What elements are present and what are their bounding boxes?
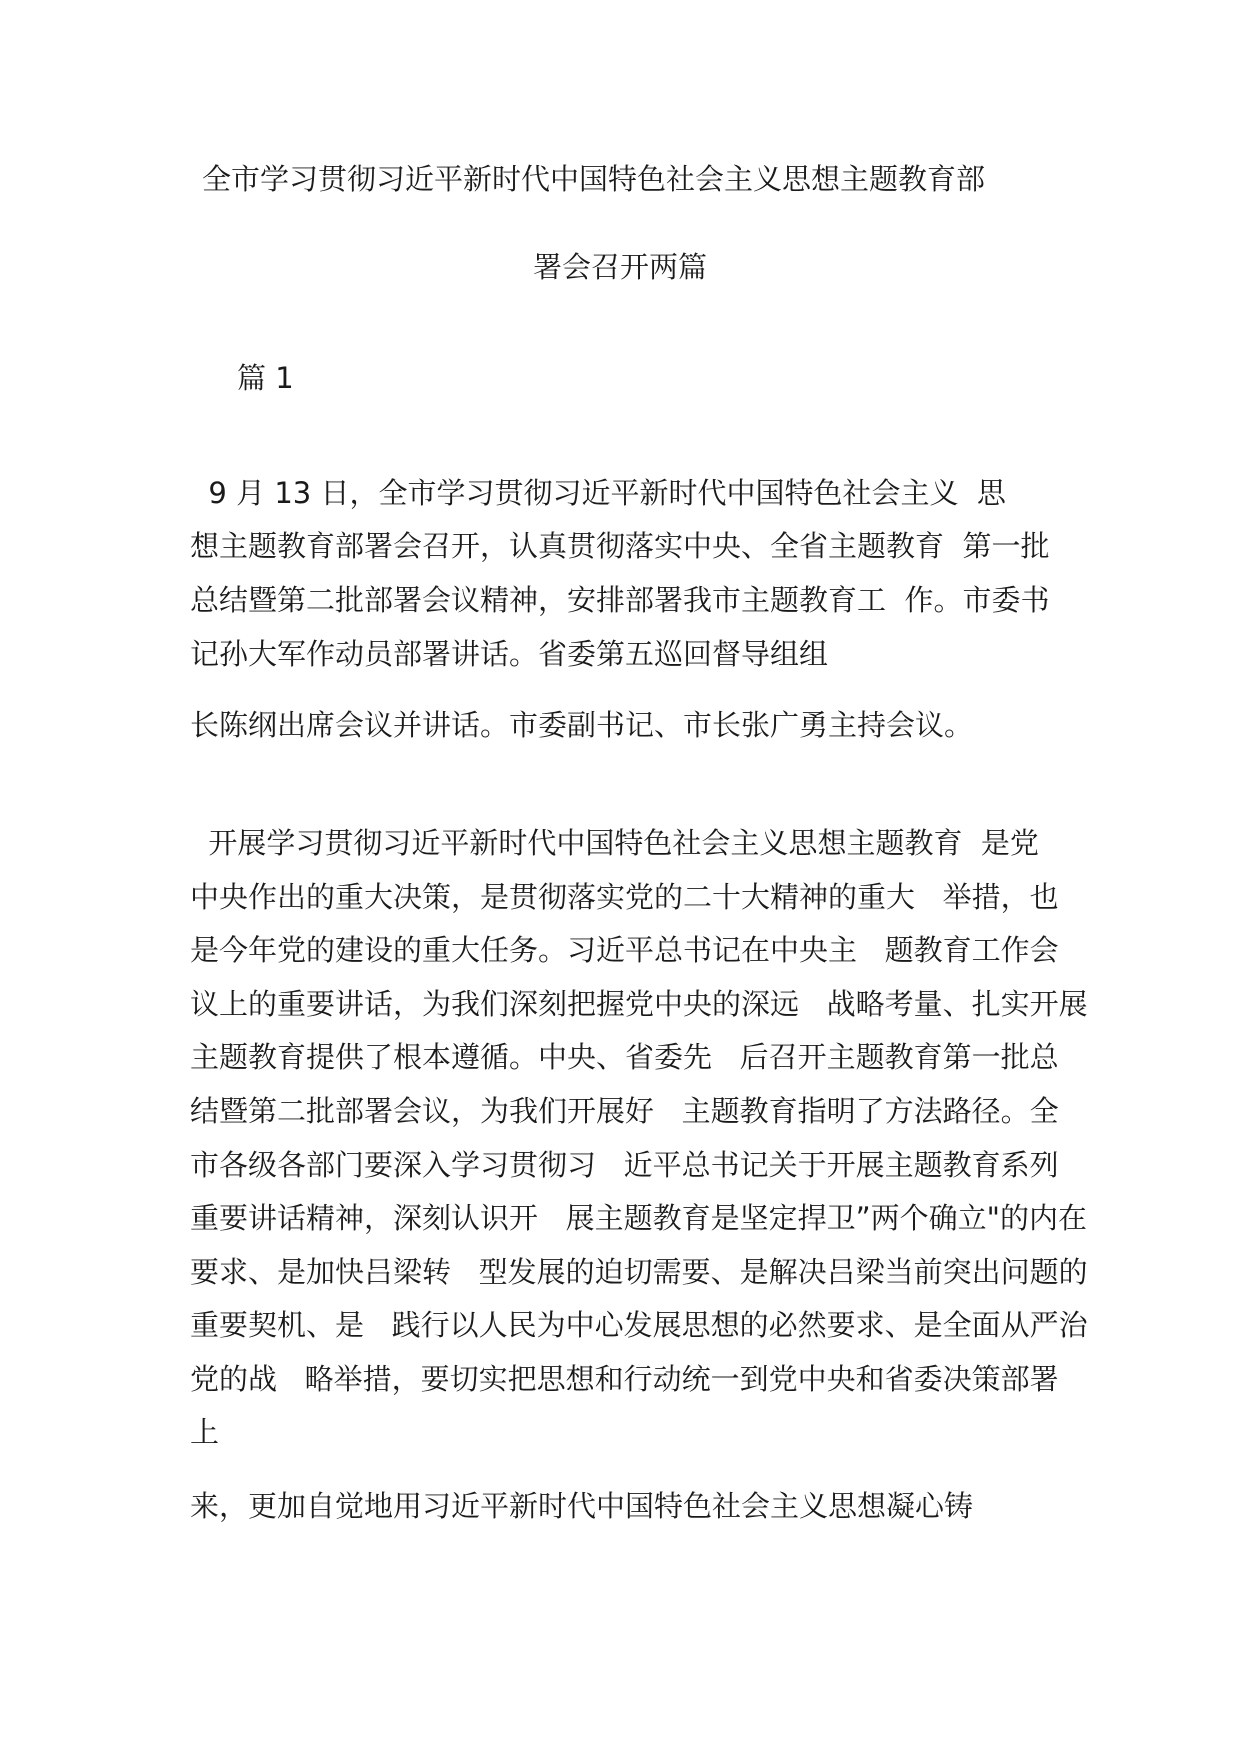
paragraph-1-line: 9 月 13 日，全市学习贯彻习近平新时代中国特色社会主义 思 (190, 476, 1006, 510)
paragraph-2-line: 上 (190, 1415, 220, 1449)
paragraph-2-line: 主题教育提供了根本遵循。中央、省委先 后召开主题教育第一批总 (190, 1040, 1059, 1074)
paragraph-2-line: 结暨第二批部署会议，为我们开展好 主题教育指明了方法路径。全 (190, 1094, 1059, 1128)
document-title-line-1: 全市学习贯彻习近平新时代中国特色社会主义思想主题教育部 (202, 162, 986, 196)
paragraph-2-line: 要求、是加快吕梁转 型发展的迫切需要、是解决吕梁当前突出问题的 (190, 1255, 1088, 1289)
paragraph-1-line: 记孙大军作动员部署讲话。省委第五巡回督导组组 (190, 637, 829, 671)
paragraph-1-line: 总结暨第二批部署会议精神，安排部署我市主题教育工 作。市委书 (190, 583, 1050, 617)
paragraph-2-line: 中央作出的重大决策，是贯彻落实党的二十大精神的重大 举措，也 (190, 880, 1059, 914)
paragraph-2-line: 是今年党的建设的重大任务。习近平总书记在中央主 题教育工作会 (190, 933, 1059, 967)
section-label: 篇 1 (237, 361, 294, 395)
paragraph-1-line: 长陈纲出席会议并讲话。市委副书记、市长张广勇主持会议。 (190, 708, 974, 742)
paragraph-1-line: 想主题教育部署会召开，认真贯彻落实中央、全省主题教育 第一批 (190, 529, 1050, 563)
paragraph-2-line: 党的战 略举措，要切实把思想和行动统一到党中央和省委决策部署 (190, 1362, 1059, 1396)
paragraph-2-line: 市各级各部门要深入学习贯彻习 近平总书记关于开展主题教育系列 (190, 1148, 1059, 1182)
paragraph-2-line: 重要讲话精神，深刻认识开 展主题教育是坚定捍卫”两个确立"的内在 (190, 1201, 1088, 1235)
paragraph-2-line: 议上的重要讲话，为我们深刻把握党中央的深远 战略考量、扎实开展 (190, 987, 1088, 1021)
document-title-line-2: 署会召开两篇 (533, 250, 708, 284)
paragraph-2-line: 开展学习贯彻习近平新时代中国特色社会主义思想主题教育 是党 (190, 826, 1039, 860)
paragraph-2-line: 重要契机、是 践行以人民为中心发展思想的必然要求、是全面从严治 (190, 1308, 1088, 1342)
paragraph-2-line: 来，更加自觉地用习近平新时代中国特色社会主义思想凝心铸 (190, 1489, 974, 1523)
